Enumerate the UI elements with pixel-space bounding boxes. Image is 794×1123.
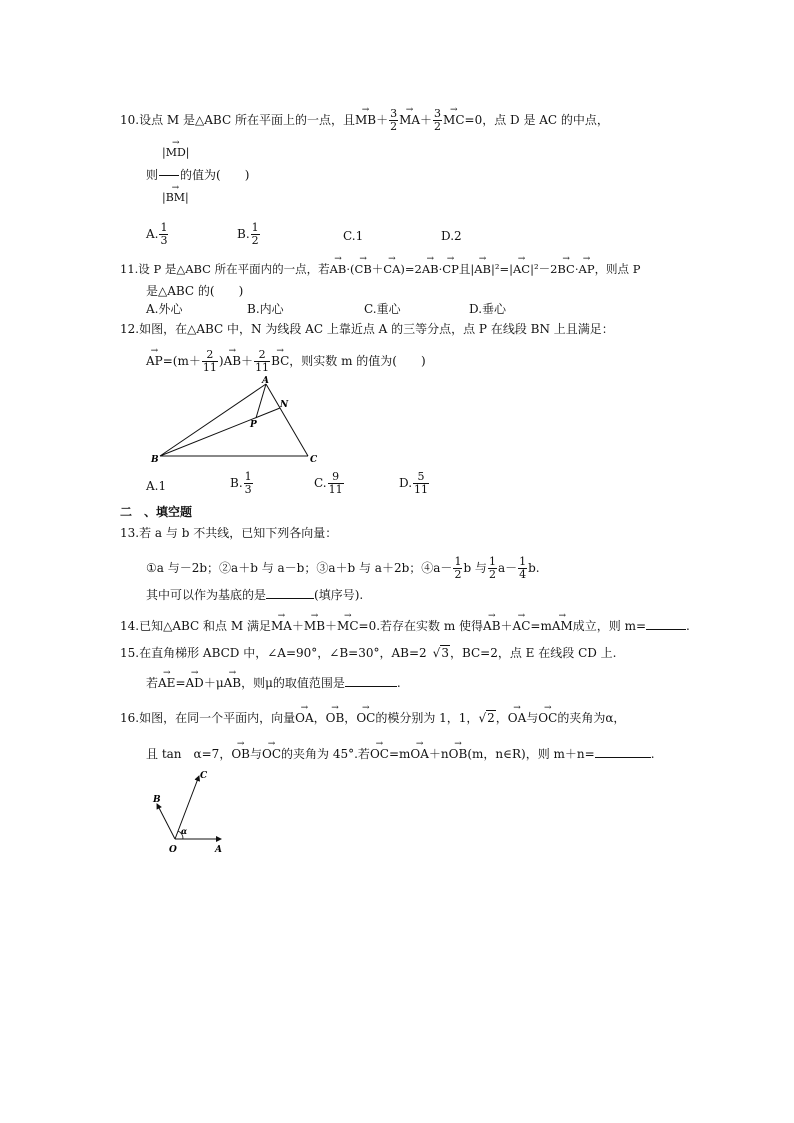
label-p: P: [250, 420, 257, 430]
q11-option-c[interactable]: C.重心: [364, 302, 401, 316]
label-a: A: [215, 845, 222, 855]
q11-line1: 11.设 P 是△ABC 所在平面内的一点，若→ AB·(→ CB＋→ CA)=2→ AB·→ CP且|→ AB|²=|→ AC|²－2→ BC·→ AP，则点 P: [120, 262, 640, 276]
side-ac: [266, 384, 308, 456]
q10-line2: 则 的值为( ): [146, 168, 250, 182]
q12-line2: → AP=(m＋ $\frac{2}{11}$ )→ AB＋ $\frac{2}{11}$ → BC，则实数 m 的值为( ): [146, 349, 426, 374]
label-c: C: [310, 455, 318, 465]
q16-vector-figure: [145, 766, 235, 858]
q16-answer-blank[interactable]: [595, 757, 651, 758]
q12-option-c[interactable]: C. $\frac{9}{11}$: [314, 470, 343, 496]
label-a: A: [262, 376, 269, 386]
label-b: B: [151, 455, 159, 465]
q16-line2: 且 tan α=7，→ OB与→ OC的夹角为 45°.若→ OC=m→ OA＋n→ OB(m，n∈R)，则 m＋n= .: [146, 747, 655, 761]
label-n: N: [280, 400, 289, 410]
q14-answer-blank[interactable]: [646, 629, 686, 630]
q15-answer-blank[interactable]: [345, 686, 397, 687]
q11-option-a[interactable]: A.外心: [146, 302, 183, 316]
label-o: O: [169, 845, 177, 855]
q10-option-b[interactable]: B. $\frac{1}{2}$: [237, 221, 259, 247]
q10-option-a[interactable]: A. $\frac{1}{3}$: [146, 221, 168, 247]
q13-line1: 13.若 a 与 b 不共线，已知下列各向量：: [120, 526, 338, 540]
q12-option-b[interactable]: B. $\frac{1}{3}$: [230, 470, 252, 496]
q13-line2: ①a 与－2b；②a＋b 与 a－b；③a＋b 与 a＋2b；④a－ $\frac{1}{2}$ b 与 $\frac{1}{2}$ a－ $\frac{1}{4}$ b.: [146, 555, 540, 581]
q12-triangle-figure: [148, 372, 328, 468]
q10-option-c[interactable]: C.1: [343, 229, 364, 243]
q10-bm: → |BM|: [162, 191, 189, 205]
q15-line2: 若→ AE=→ AD＋μ→ AB，则μ的取值范围是 .: [146, 676, 401, 690]
q12-line1: 12.如图，在△ABC 中，N 为线段 AC 上靠近点 A 的三等分点，点 P 在线段 BN 上且满足：: [120, 322, 614, 336]
label-alpha: α: [181, 826, 188, 836]
label-c: C: [200, 771, 208, 781]
q16-line1: 16.如图，在同一个平面内，向量→ OA，→ OB，→ OC的模分别为 1，1，√2，→ OA与→ OC的夹角为α，: [120, 711, 625, 725]
q12-option-d[interactable]: D. $\frac{5}{11}$: [399, 470, 429, 496]
q13-answer-blank[interactable]: [266, 598, 314, 599]
q11-line2: 是△ABC 的( ): [146, 284, 244, 298]
vector-ob: [157, 804, 175, 839]
q11-option-d[interactable]: D.垂心: [469, 302, 507, 316]
q15-line1: 15.在直角梯形 ABCD 中，∠A=90°，∠B=30°，AB=2 √3，BC=2，点 E 在线段 CD 上.: [120, 646, 617, 660]
q14-line: 14.已知△ABC 和点 M 满足→ MA＋→ MB＋→ MC=0.若存在实数 m 使得→ AB＋→ AC=m→ AM成立，则 m= .: [120, 619, 690, 633]
q12-option-a[interactable]: A.1: [146, 479, 167, 493]
q10-line1: 10.设点 M 是△ABC 所在平面上的一点，且→ MB＋ $\frac{3}{2}$ → MA＋ $\frac{3}{2}$ → MC=0，点 D 是 AC 的中点，: [120, 108, 609, 133]
q10-md: → |MD|: [162, 146, 190, 160]
q11-option-b[interactable]: B.内心: [247, 302, 284, 316]
q13-line3: 其中可以作为基底的是 (填序号).: [146, 588, 364, 602]
section-heading-fill-in: 二 、填空题: [120, 505, 193, 519]
segment-ap: [256, 384, 266, 418]
q10-option-d[interactable]: D.2: [441, 229, 462, 243]
label-b: B: [153, 795, 161, 805]
